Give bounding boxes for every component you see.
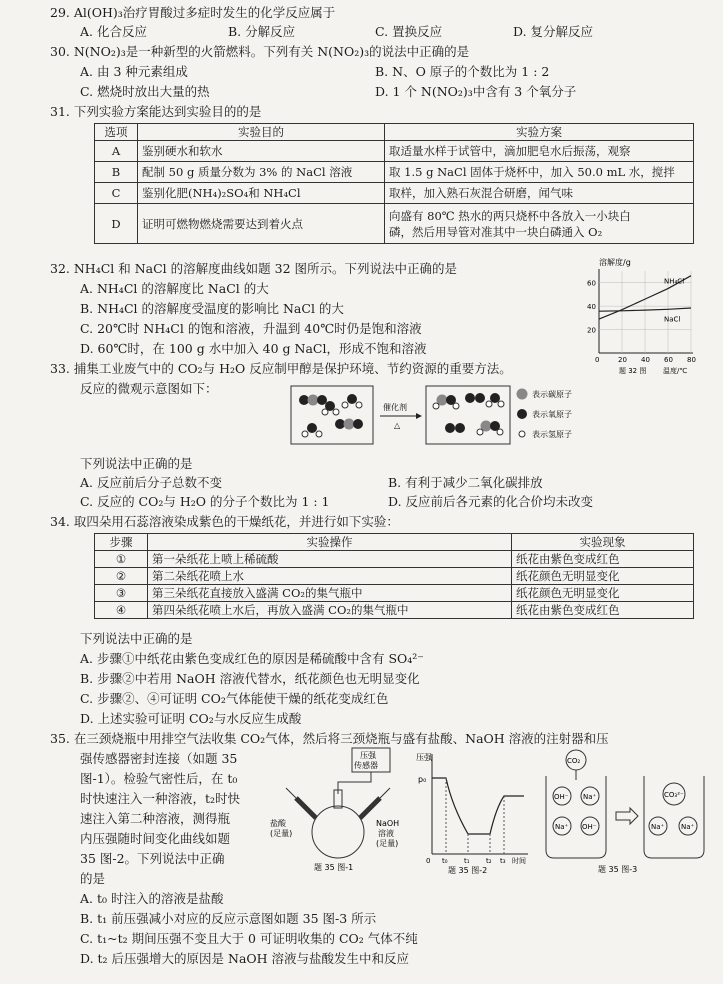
q34-header-phenomenon: 实验现象: [512, 534, 694, 551]
q34-option-c: C. 步骤②、④可证明 CO₂气体能使干燥的纸花变成红色: [80, 691, 389, 706]
q33-legend-oxygen: 表示氧原子: [532, 410, 572, 419]
x-tick-20: 20: [618, 356, 627, 364]
q34-row-2-phenomenon: 纸花颜色无明显变化: [512, 568, 694, 585]
q33-option-a: A. 反应前后分子总数不变: [80, 475, 222, 490]
question-30-stem: 30. N(NO₂)₃是一种新型的火箭燃料。下列有关 N(NO₂)₃的说法中正确的是: [50, 44, 470, 59]
q35-figure-3: [540, 746, 710, 874]
q34-row-3-phenomenon: 纸花颜色无明显变化: [512, 585, 694, 602]
q31-row-d-plan: [385, 204, 694, 244]
ion-after-3: Na⁺: [681, 823, 695, 831]
left-plunger: [286, 788, 296, 798]
tick-t1: t₁: [464, 857, 470, 865]
q33-micro-diagram: [290, 384, 590, 448]
q33-option-b: B. 有利于减少二氧化碳排放: [388, 475, 543, 490]
q34-lead: 下列说法中正确的是: [80, 631, 193, 646]
tick-t3: t₃: [500, 857, 506, 865]
beaker-before: [546, 776, 606, 858]
solubility-chart-y-ticks: [587, 280, 596, 335]
question-29-stem: 29. Al(OH)₃治疗胃酸过多症时发生的化学反应属于: [50, 5, 336, 20]
figure-35-1-caption: 题 35 图-1: [314, 863, 354, 872]
y-tick-40: 40: [587, 303, 596, 312]
three-neck-flask: [312, 806, 364, 858]
q34-row-1-phenomenon: 纸花由紫色变成红色: [512, 551, 694, 568]
q34-row-2-operation: 第二朵纸花喷上水: [148, 568, 512, 585]
q34-option-d: D. 上述实验可证明 CO₂与水反应生成酸: [80, 711, 302, 726]
q34-row-3-operation: 第三朵纸花直接放入盛满 CO₂的集气瓶中: [148, 585, 512, 602]
x-tick-60: 60: [664, 356, 673, 364]
question-31-stem: 31. 下列实验方案能达到实验目的的是: [50, 104, 262, 119]
question-35-line8: 的是: [80, 871, 106, 886]
figure-35-2-ylabel: 压强: [416, 753, 432, 762]
reaction-arrow-icon: [616, 808, 638, 824]
right-syringe-label-1: NaOH: [376, 819, 400, 828]
q32-option-c: C. 20℃时 NH₄Cl 的饱和溶液，升温到 40℃时仍是饱和溶液: [80, 321, 422, 336]
q31-row-c-plan: 取样，加入熟石灰混合研磨，闻气味: [385, 183, 694, 204]
question-33-stem-line2: 反应的微观示意图如下：: [80, 381, 218, 396]
q34-row-4-phenomenon: 纸花由紫色变成红色: [512, 602, 694, 619]
left-syringe-label-2: (足量): [270, 829, 293, 838]
q34-row-4-operation: 第四朵纸花喷上水后，再放入盛满 CO₂的集气瓶中: [148, 602, 512, 619]
y-tick-20: 20: [587, 326, 596, 335]
q29-option-d: D. 复分解反应: [513, 24, 594, 39]
sensor-tube: [338, 772, 371, 794]
q31-row-c-goal: 鉴别化肥(NH₄)₂SO₄和 NH₄Cl: [138, 183, 385, 204]
q34-row-2-step: ②: [95, 568, 148, 585]
solubility-chart-xlabel: 温度/℃: [663, 367, 688, 375]
q33-option-c: C. 反应的 CO₂与 H₂O 的分子个数比为 1 : 1: [80, 494, 330, 509]
q33-legend-carbon-icon: [517, 389, 528, 400]
q33-catalyst-label: 催化剂: [383, 403, 407, 412]
question-33-stem-line1: 33. 捕集工业废气中的 CO₂与 H₂O 反应制甲醇是保护环境、节约资源的重要方法。: [50, 361, 512, 376]
series-label-0: NH₄Cl: [664, 277, 685, 286]
q32-option-b: B. NH₄Cl 的溶解度受温度的影响比 NaCl 的大: [80, 301, 344, 316]
x-tick-80: 80: [687, 356, 696, 364]
question-34-stem: 34. 取四朵用石蕊溶液染成紫色的干燥纸花，并进行如下实验：: [50, 514, 399, 529]
pressure-sensor-label-2: 传感器: [354, 761, 378, 770]
ions-after: [649, 783, 697, 835]
q33-legend-hydrogen: 表示氢原子: [532, 430, 572, 439]
ion-after-2: Na⁺: [651, 823, 665, 831]
question-35-line1: 35. 在三颈烧瓶中用排空气法收集 CO₂气体，然后将三颈烧瓶与盛有盐酸、NaOH 溶液的注射器和压: [50, 731, 609, 746]
q33-lead: 下列说法中正确的是: [80, 456, 193, 471]
q30-option-d: D. 1 个 N(NO₂)₃中含有 3 个氧分子: [375, 84, 577, 99]
q31-row-d-label: D: [95, 204, 138, 244]
q30-option-c: C. 燃烧时放出大量的热: [80, 84, 210, 99]
q31-row-d-plan-line1: 向盛有 80℃ 热水的两只烧杯中各放入一小块白: [389, 208, 631, 223]
q35-option-a: A. t₀ 时注入的溶液是盐酸: [80, 891, 224, 906]
ion-before-4: OH⁻: [582, 823, 597, 831]
q29-option-a: A. 化合反应: [80, 24, 147, 39]
question-35-line6: 内压强随时间变化曲线如题: [80, 831, 231, 846]
beaker-after: [644, 776, 704, 858]
q29-option-c: C. 置换反应: [375, 24, 443, 39]
q31-row-a-plan: 取适量水样于试管中，滴加肥皂水后振荡，观察: [385, 141, 694, 162]
figure-35-3-caption: 题 35 图-3: [598, 865, 638, 874]
q33-heat-label: △: [394, 421, 401, 430]
q34-row-1-step: ①: [95, 551, 148, 568]
q35-figure-2: [412, 746, 534, 874]
right-syringe-label-2: 溶液: [378, 829, 394, 838]
q35-option-b: B. t₁ 前压强减小对应的反应示意图如题 35 图-3 所示: [80, 911, 377, 926]
q34-option-b: B. 步骤②中若用 NaOH 溶液代替水，纸花颜色也无明显变化: [80, 671, 420, 686]
tick-t0: t₀: [442, 857, 448, 865]
q34-table: [94, 533, 694, 619]
solubility-chart-caption: 题 32 图: [619, 367, 647, 375]
q31-row-b-label: B: [95, 162, 138, 183]
ion-before-2: Na⁺: [583, 793, 597, 801]
question-35-line3: 图-1）。检验气密性后，在 t₀: [80, 771, 238, 786]
q31-row-a-goal: 鉴别硬水和软水: [138, 141, 385, 162]
q31-header-goal: 实验目的: [138, 124, 385, 141]
q34-row-3-step: ③: [95, 585, 148, 602]
q29-option-b: B. 分解反应: [228, 24, 296, 39]
question-35-line5: 速注入第二种溶液，测得瓶: [80, 811, 231, 826]
series-label-1: NaCl: [664, 315, 681, 324]
q31-row-d-goal: 证明可燃物燃烧需要达到着火点: [138, 204, 385, 244]
q34-header-step: 步骤: [95, 534, 148, 551]
solubility-chart-x-ticks: [595, 356, 696, 364]
q30-option-a: A. 由 3 种元素组成: [80, 64, 188, 79]
co2-label: CO₂: [567, 757, 581, 765]
q30-option-b: B. N、O 原子的个数比为 1 : 2: [375, 64, 550, 79]
ions-before: [553, 787, 599, 835]
ion-before-1: OH⁻: [554, 793, 569, 801]
q33-reactant-molecules: [299, 394, 363, 437]
q33-option-d: D. 反应前后各元素的化合价均未改变: [388, 494, 594, 509]
solubility-chart-ylabel: 溶解度/g: [599, 258, 631, 267]
q33-legend-carbon: 表示碳原子: [532, 390, 572, 399]
q35-option-d: D. t₂ 后压强增大的原因是 NaOH 溶液与盐酸发生中和反应: [80, 951, 410, 966]
ion-before-3: Na⁺: [555, 823, 569, 831]
x-tick-0: 0: [595, 356, 600, 364]
question-35-line7: 35 图-2。下列说法中正确: [80, 851, 225, 866]
figure-35-2-caption: 题 35 图-2: [448, 866, 488, 874]
q31-row-c-label: C: [95, 183, 138, 204]
q33-legend-hydrogen-icon: [519, 431, 525, 437]
q33-product-molecules: [433, 393, 504, 435]
x-tick-40: 40: [641, 356, 650, 364]
y-tick-60: 60: [587, 279, 596, 288]
q35-figure-1: [268, 746, 408, 874]
tick-t2: t₂: [486, 857, 492, 865]
figure-35-2-xlabel: 时间: [512, 857, 526, 865]
left-syringe-label-1: 盐酸: [270, 819, 286, 828]
q31-row-b-goal: 配制 50 g 质量分数为 3% 的 NaCl 溶液: [138, 162, 385, 183]
q32-option-d: D. 60℃时，在 100 g 水中加入 40 g NaCl，形成不饱和溶液: [80, 341, 427, 356]
tick-0: 0: [426, 857, 431, 865]
q34-option-a: A. 步骤①中纸花由紫色变成红色的原因是稀硫酸中含有 SO₄²⁻: [80, 651, 424, 666]
solubility-chart: [575, 255, 705, 380]
q31-header-option: 选项: [95, 124, 138, 141]
q34-row-4-step: ④: [95, 602, 148, 619]
question-35-line4: 时快速注入一种溶液，t₂时快: [80, 791, 241, 806]
left-syringe: [296, 798, 316, 818]
right-syringe-label-3: (足量): [376, 839, 399, 848]
q34-header-operation: 实验操作: [148, 534, 512, 551]
q32-option-a: A. NH₄Cl 的溶解度比 NaCl 的大: [80, 281, 269, 296]
right-syringe: [360, 798, 380, 818]
q31-header-plan: 实验方案: [385, 124, 694, 141]
q31-row-a-label: A: [95, 141, 138, 162]
figure-35-2-p0: p₀: [418, 775, 427, 784]
q33-arrow-head: [416, 413, 422, 419]
pressure-sensor-label-1: 压强: [360, 751, 376, 760]
q31-table: [94, 123, 694, 244]
q31-row-d-plan-line2: 磷，然后用导管对准其中一块白磷通入 O₂: [389, 224, 603, 239]
ion-after-1: CO₃²⁻: [664, 791, 684, 799]
right-plunger: [380, 788, 390, 798]
q34-row-1-operation: 第一朵纸花上喷上稀硫酸: [148, 551, 512, 568]
q35-option-c: C. t₁~t₂ 期间压强不变且大于 0 可证明收集的 CO₂ 气体不纯: [80, 931, 418, 946]
q33-legend-oxygen-icon: [517, 409, 527, 419]
q31-row-b-plan: 取 1.5 g NaCl 固体于烧杯中，加入 50.0 mL 水，搅拌: [385, 162, 694, 183]
question-35-line2: 强传感器密封连接（如题 35: [80, 751, 238, 766]
question-32-stem: 32. NH₄Cl 和 NaCl 的溶解度曲线如题 32 图所示。下列说法中正确的是: [50, 261, 457, 276]
